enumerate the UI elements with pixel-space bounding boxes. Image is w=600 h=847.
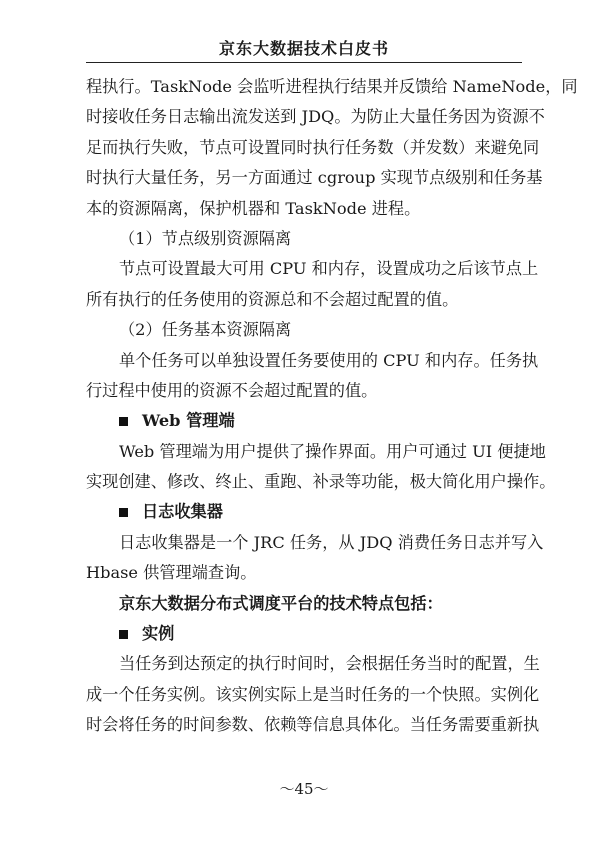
subheading-node-isolation: （1）节点级别资源隔离 [119,228,292,248]
bullet-heading-web-admin [86,406,518,436]
header-divider [86,62,522,63]
paragraph-line: 时会将任务的时间参数、依赖等信息具体化。当任务需要重新执 [86,715,540,735]
paragraph-line: 成一个任务实例。该实例实际上是当时任务的一个快照。实例化 [86,684,540,704]
square-bullet-icon [119,508,128,517]
page-body [86,72,578,741]
square-bullet-icon [119,417,128,426]
page-number: ～45～ [279,780,329,798]
paragraph-line: 单个任务可以单独设置任务要使用的 CPU 和内存。任务执 [119,350,539,370]
paragraph-line: 日志收集器是一个 JRC 任务，从 JDQ 消费任务日志并写入 [119,532,544,552]
subheading-task-isolation: （2）任务基本资源隔离 [119,320,292,340]
bullet-heading-log-collector [86,497,518,527]
paragraph-line: 实现创建、修改、终止、重跑、补录等功能，极大简化用户操作。 [86,472,556,492]
paragraph-line: Web 管理端为用户提供了操作界面。用户可通过 UI 便捷地 [119,441,546,461]
paragraph-line: 程执行。TaskNode 会监听进程执行结果并反馈给 NameNode，同 [86,77,578,96]
paragraph-line: 节点可设置最大可用 CPU 和内存，设置成功之后该节点上 [119,259,539,279]
paragraph-line: 时执行大量任务，另一方面通过 cgroup 实现节点级别和任务基 [86,168,543,188]
bullet-heading-instance [86,619,518,649]
paragraph-line: 时接收任务日志输出流发送到 JDQ。为防止大量任务因为资源不 [86,107,545,127]
paragraph-line: 行过程中使用的资源不会超过配置的值。 [86,380,378,400]
bullet-heading-label: 日志收集器 [142,502,223,522]
bullet-heading-label: 实例 [142,624,175,644]
paragraph-line: 当任务到达预定的执行时间时，会根据任务当时的配置，生 [119,654,540,674]
square-bullet-icon [119,630,128,639]
paragraph-line: 本的资源隔离，保护机器和 TaskNode 进程。 [86,198,421,218]
page-header-title: 京东大数据技术白皮书 [218,39,389,58]
paragraph-line: 足而执行失败，节点可设置同时执行任务数（并发数）来避免同 [86,137,540,157]
paragraph-line: 所有执行的任务使用的资源总和不会超过配置的值。 [86,289,459,309]
section-heading-features: 京东大数据分布式调度平台的技术特点包括： [119,593,443,613]
paragraph-line: Hbase 供管理端查询。 [86,563,257,583]
bullet-heading-label: Web 管理端 [142,411,235,431]
